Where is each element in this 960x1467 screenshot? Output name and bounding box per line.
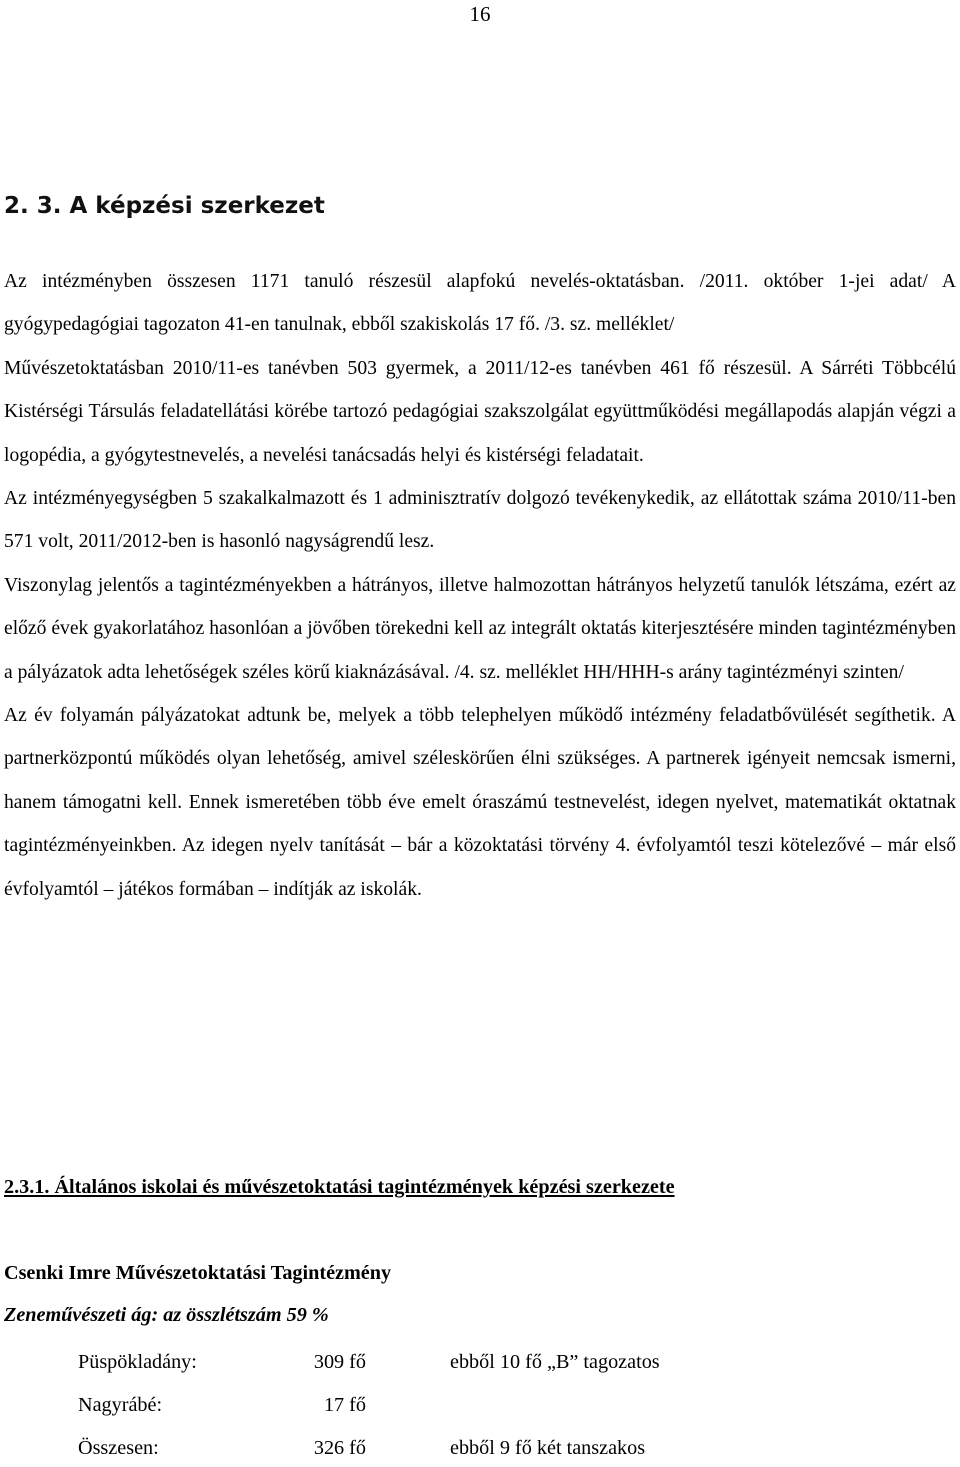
stats-count: 17 fő: [323, 1394, 366, 1416]
stats-row: [0, 1437, 960, 1467]
institution-name: Csenki Imre Művészetoktatási Tagintézmény: [4, 1262, 392, 1284]
body-text: [4, 260, 956, 911]
paragraph: Viszonylag jelentős a tagintézményekben a hátrányos, illetve halmozottan hátrányos helyzetű tanulók létszáma, ezért az előző évek gyakorlatához hasonlóan a jövőben törekedni kell az integrált oktatás kiterjesztésére minden tagintézményben a pályázatok adta lehetőségek széles körű kiaknázásával. /4. sz. melléklet HH/HHH-s arány tagintézményi szinten/: [4, 574, 956, 683]
stats-note: ebből 10 fő „B” tagozatos: [450, 1351, 660, 1373]
stats-count: 326 fő: [313, 1437, 366, 1459]
stats-count: 309 fő: [313, 1351, 366, 1373]
page-number: 16: [469, 2, 491, 26]
paragraph: Az év folyamán pályázatokat adtunk be, melyek a több telephelyen működő intézmény feladatbővülését segíthetik. A partnerközpontú működés olyan lehetőség, amivel széleskörűen élni szükséges. A partnerek igényeit nemcsak ismerni, hanem támogatni kell. Ennek ismeretében több éve emelt óraszámú testnevelést, idegen nyelvet, matematikát oktatnak tagintézményeinkben. Az idegen nyelv tanítását – bár a közoktatási törvény 4. évfolyamtól teszi kötelezővé – már első évfolyamtól – játékos formában – indítják az iskolák.: [4, 705, 956, 900]
paragraph: Az intézményegységben 5 szakalkalmazott és 1 adminisztratív dolgozó tevékenykedik, az ellátottak száma 2010/11-ben 571 volt, 2011/2012-ben is hasonló nagyságrendű lesz.: [4, 488, 956, 553]
stats-row: [0, 1351, 960, 1381]
paragraph: Művészetoktatásban 2010/11-es tanévben 503 gyermek, a 2011/12-es tanévben 461 fő részesül. A Sárréti Többcélú Kistérségi Társulás feladatellátási körébe tartozó pedagógiai szakszolgálat együttműködési megállapodás alapján végzi a logopédia, a gyógytestnevelés, a nevelési tanácsadás helyi és kistérségi feladatait.: [4, 357, 956, 466]
section-title: 2. 3. A képzési szerkezet: [4, 193, 325, 219]
stats-place: Összesen:: [78, 1437, 159, 1459]
stats-row: [0, 1394, 960, 1424]
branch-heading: Zeneművészeti ág: az összlétszám 59 %: [4, 1304, 329, 1326]
stats-place: Nagyrábé:: [78, 1394, 163, 1416]
paragraph: Az intézményben összesen 1171 tanuló részesül alapfokú nevelés-oktatásban. /2011. október 1-jei adat/ A gyógypedagógiai tagozaton 41-en tanulnak, ebből szakiskolás 17 fő. /3. sz. melléklet/: [4, 271, 956, 336]
stats-note: ebből 9 fő két tanszakos: [450, 1437, 646, 1459]
stats-place: Püspökladány:: [78, 1351, 197, 1373]
subsection-title: 2.3.1. Általános iskolai és művészetoktatási tagintézmények képzési szerkezete: [4, 1176, 675, 1198]
